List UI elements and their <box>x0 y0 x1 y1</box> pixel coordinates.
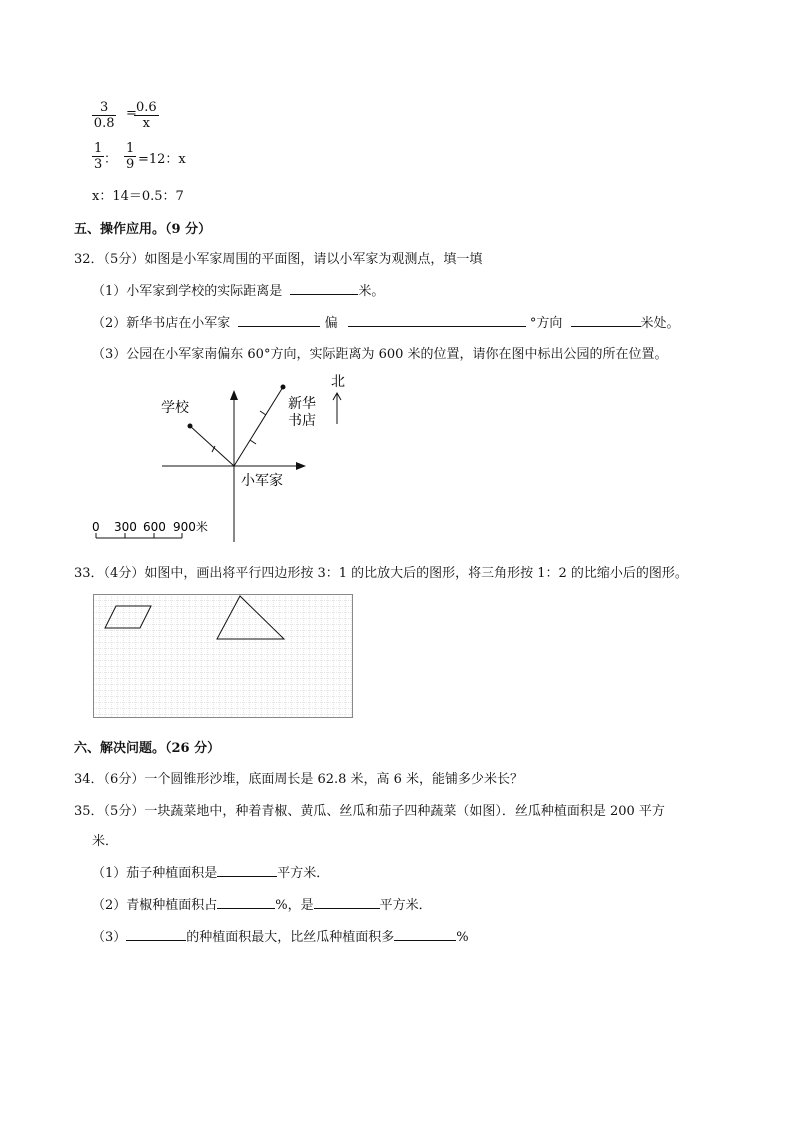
section-6-heading: 六、解决问题。（26 分） <box>74 741 221 756</box>
scale-label-900: 900米 <box>173 520 208 534</box>
school-direction-line <box>190 426 234 466</box>
north-label: 北 <box>331 374 345 390</box>
part-text: %，是 <box>275 898 314 913</box>
question-33-stem: 33．（4分）如图中，画出将平行四边形按 3：1 的比放大后的图形，将三角形按 1：2 的比缩小后的图形。 <box>74 566 688 581</box>
axis-arrow-right-icon <box>296 462 306 470</box>
part-text: （3） <box>92 930 127 945</box>
fraction-denominator: 3 <box>94 157 103 172</box>
fraction-denominator: 9 <box>126 157 135 172</box>
question-32-stem: 32．（5分）如图是小军家周围的平面图，请以小军家为观测点，填一填 <box>74 252 483 267</box>
bookstore-point <box>281 385 286 390</box>
grid-figure <box>93 594 354 720</box>
scale-label-300: 300 <box>114 520 137 534</box>
equation-3: x：14＝0.5：7 <box>92 189 184 204</box>
part-text: 平方米． <box>277 866 330 881</box>
fraction-denominator: 0.8 <box>93 116 115 131</box>
home-label: 小军家 <box>241 473 283 489</box>
equation-1-equals: = <box>126 106 137 121</box>
question-35-part-1 <box>92 862 329 881</box>
fraction-numerator: 3 <box>92 100 116 116</box>
question-35-part-3 <box>92 926 469 945</box>
bookstore-label-line-1: 新华 <box>288 396 316 412</box>
bookstore-direction-line <box>234 387 283 466</box>
fraction-numerator: 1 <box>94 141 103 156</box>
question-35-stem-line-1: 35．（5分）一块蔬菜地中，种着青椒、黄瓜、丝瓜和茄子四种蔬菜（如图）．丝瓜种植面积是 200 平方 <box>74 804 665 819</box>
part-text: 偏 <box>324 316 338 331</box>
school-point <box>188 424 193 429</box>
fraction-denominator: x <box>142 116 151 131</box>
part-text: （2）新华书店在小军家 <box>92 316 231 331</box>
part-text: （1）小军家到学校的实际距离是 <box>92 284 283 299</box>
part-text: 的种植面积最大，比丝瓜种植面积多 <box>186 930 395 945</box>
map-figure <box>0 0 794 560</box>
equation-2-rest: =12：x <box>138 152 186 167</box>
part-text: 平方米． <box>379 898 432 913</box>
part-text: 米。 <box>358 284 385 299</box>
equation-2-colon: ： <box>104 152 118 167</box>
question-35-stem-line-2: 米． <box>92 834 119 849</box>
answer-blank[interactable] <box>217 864 277 877</box>
school-label: 学校 <box>161 400 189 416</box>
part-text: 米处。 <box>640 316 680 331</box>
part-text: % <box>456 930 469 945</box>
answer-blank[interactable] <box>314 896 380 909</box>
axis-arrow-up-icon <box>230 390 238 400</box>
question-35-part-2 <box>92 894 432 913</box>
answer-blank[interactable] <box>394 928 456 941</box>
part-text: （2）青椒种植面积占 <box>92 898 218 913</box>
fraction-numerator: 0.6 <box>136 100 157 115</box>
part-text: （1）茄子种植面积是 <box>92 866 218 881</box>
grid-background <box>94 595 353 718</box>
scale-label-0: 0 <box>92 520 100 534</box>
bookstore-label-line-2: 书店 <box>288 413 316 429</box>
part-text: °方向 <box>529 316 563 331</box>
answer-blank[interactable] <box>217 896 275 909</box>
fraction-numerator: 1 <box>126 141 135 156</box>
question-32-part-3: （3）公园在小军家南偏东 60°方向，实际距离为 600 米的位置，请你在图中标出公园的所在位置。 <box>92 347 668 362</box>
bookstore-line-tick <box>250 440 256 444</box>
section-5-heading: 五、操作应用。（9 分） <box>74 222 212 237</box>
scale-label-600: 600 <box>143 520 166 534</box>
bookstore-line-tick <box>260 411 266 415</box>
answer-blank[interactable] <box>126 928 186 941</box>
question-34-stem: 34．（6分）一个圆锥形沙堆，底面周长是 62.8 米，高 6 米，能铺多少米长？ <box>74 772 524 787</box>
